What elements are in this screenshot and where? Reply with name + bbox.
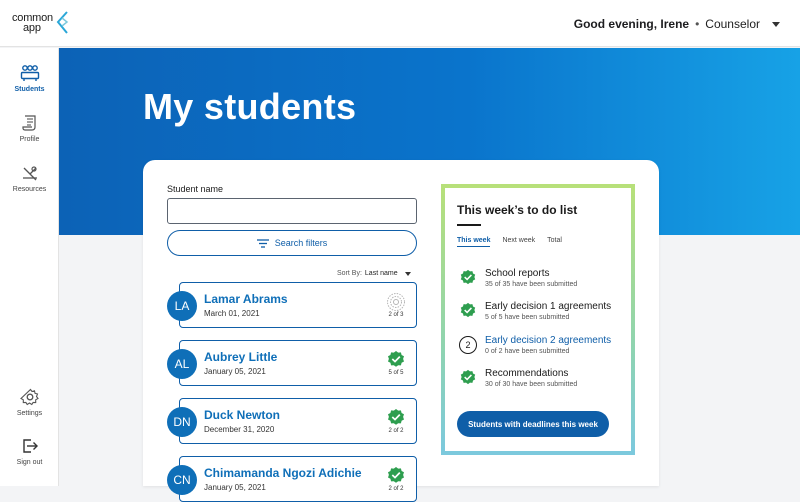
- todo-title: This week’s to do list: [457, 203, 578, 217]
- completion-count: 5 of 5: [388, 370, 404, 376]
- sort-dropdown[interactable]: [337, 270, 411, 277]
- sidebar-item-sign-out[interactable]: [0, 437, 59, 466]
- sidebar-item-settings[interactable]: [0, 388, 59, 417]
- check-badge-icon: [386, 408, 406, 428]
- task-title: Early decision 1 agreements: [485, 301, 612, 312]
- tab-total[interactable]: Total: [547, 237, 562, 244]
- sidebar-item-label: Students: [14, 86, 45, 93]
- title-underline: [457, 224, 481, 226]
- sidebar: [0, 48, 59, 486]
- student-name-label: Student name: [167, 184, 224, 194]
- check-badge-icon: [459, 369, 477, 387]
- task-subtitle: 35 of 35 have been submitted: [485, 281, 578, 288]
- completion-count: 2 of 2: [388, 486, 404, 492]
- check-badge-icon: [386, 466, 406, 486]
- tab-this-week[interactable]: This week: [457, 237, 490, 247]
- search-filters-button[interactable]: [167, 230, 417, 256]
- separator: •: [695, 17, 700, 31]
- sidebar-item-students[interactable]: [0, 64, 59, 93]
- avatar: AL: [167, 349, 197, 379]
- logo-line-2: app: [23, 22, 41, 34]
- task-subtitle: 5 of 5 have been submitted: [485, 314, 570, 321]
- user-menu[interactable]: [574, 17, 780, 31]
- search-filters-label: Search filters: [274, 238, 328, 248]
- student-name: Lamar Abrams: [204, 292, 288, 306]
- student-date: December 31, 2020: [204, 425, 275, 434]
- student-date: March 01, 2021: [204, 309, 260, 318]
- completion-count: 2 of 2: [388, 428, 404, 434]
- check-badge-icon: [459, 302, 477, 320]
- greeting-text: Good evening, Irene: [573, 17, 690, 31]
- sidebar-item-label: Sign out: [16, 459, 43, 466]
- filter-icon: [257, 239, 269, 248]
- student-name: Chimamanda Ngozi Adichie: [204, 466, 362, 480]
- profile-icon: [21, 114, 39, 132]
- sidebar-item-label: Resources: [12, 186, 47, 193]
- chevron-down-icon: [405, 272, 411, 276]
- top-bar: [0, 0, 800, 47]
- sort-label: Sort By:: [337, 270, 362, 277]
- students-with-deadlines-button[interactable]: Students with deadlines this week: [457, 411, 609, 437]
- task-subtitle: 30 of 30 have been submitted: [485, 381, 578, 388]
- students-icon: [20, 64, 40, 82]
- student-row[interactable]: [173, 456, 417, 502]
- avatar: CN: [167, 465, 197, 495]
- todo-panel: [441, 184, 635, 455]
- gear-icon: [21, 388, 39, 406]
- student-row[interactable]: [174, 340, 417, 386]
- role-label: Counselor: [705, 17, 760, 31]
- logo-line-1: common: [12, 12, 53, 24]
- avatar: DN: [167, 407, 197, 437]
- student-name: Duck Newton: [204, 408, 281, 422]
- task-title: School reports: [485, 268, 550, 279]
- resources-icon: [21, 164, 39, 182]
- logo-mark-icon: [54, 11, 70, 35]
- in-progress-badge-icon: [386, 292, 406, 312]
- check-badge-icon: [459, 269, 477, 287]
- completion-count: 2 of 3: [388, 312, 404, 318]
- student-row[interactable]: [173, 398, 417, 444]
- student-row[interactable]: [174, 282, 417, 328]
- sign-out-icon: [21, 437, 39, 455]
- check-badge-icon: [386, 350, 406, 370]
- sidebar-item-label: Profile: [19, 136, 40, 143]
- todo-tabs: [457, 237, 562, 247]
- tab-next-week[interactable]: Next week: [502, 237, 536, 244]
- sidebar-item-profile[interactable]: [0, 114, 59, 143]
- task-subtitle: 0 of 2 have been submitted: [485, 348, 570, 355]
- sidebar-item-resources[interactable]: [0, 164, 59, 193]
- student-date: January 05, 2021: [204, 483, 266, 492]
- student-name: Aubrey Little: [204, 350, 278, 364]
- sort-value: Last name: [364, 270, 398, 277]
- task-title: Recommendations: [485, 368, 569, 379]
- sidebar-item-label: Settings: [16, 410, 43, 417]
- pending-count-badge: 2: [459, 336, 477, 354]
- task-title-link[interactable]: Early decision 2 agreements: [485, 335, 612, 346]
- chevron-down-icon: [772, 22, 780, 27]
- student-name-input[interactable]: [167, 198, 417, 224]
- common-app-logo[interactable]: [12, 11, 74, 37]
- avatar: LA: [167, 291, 197, 321]
- page-title: My students: [143, 86, 357, 127]
- student-date: January 05, 2021: [204, 367, 266, 376]
